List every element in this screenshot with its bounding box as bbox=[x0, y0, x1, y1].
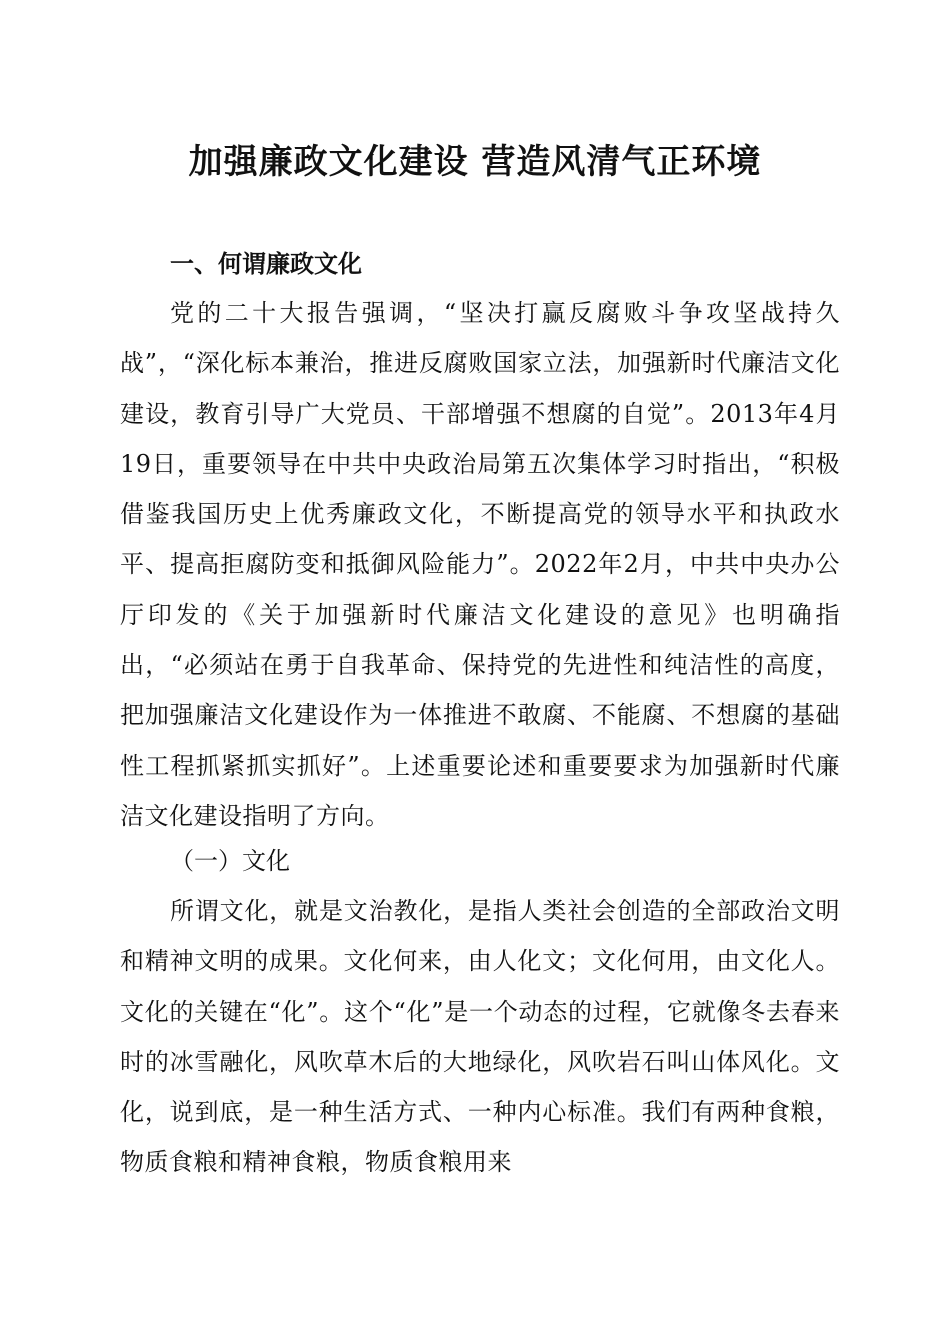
section-heading: 一、何谓廉政文化 bbox=[170, 250, 362, 278]
body-paragraph-1: 党的二十大报告强调，“坚决打赢反腐败斗争攻坚战持久战”，“深化标本兼治，推进反腐败国家立法，加强新时代廉洁文化建设，教育引导广大党员、干部增强不想腐的自觉”。2013年4月19日，重要领导在中共中央政治局第五次集体学习时指出，“积极借鉴我国历史上优秀廉政文化，不断提高党的领导水平和执政水平、提高拒腐防变和抵御风险能力”。2022年2月，中共中央办公厅印发的《关于加强新时代廉洁文化建设的意见》也明确指出，“必须站在勇于自我革命、保持党的先进性和纯洁性的高度，把加强廉洁文化建设作为一体推进不敢腐、不能腐、不想腐的基础性工程抓紧抓实抓好”。上述重要论述和重要要求为加强新时代廉洁文化建设指明了方向。 bbox=[120, 299, 840, 830]
document-title: 加强廉政文化建设 营造风清气正环境 bbox=[188, 142, 762, 182]
body-paragraph-2: 所谓文化，就是文治教化，是指人类社会创造的全部政治文明和精神文明的成果。文化何来，由人化文；文化何用，由文化人。文化的关键在“化”。这个“化”是一个动态的过程，它就像冬去春来时的冰雪融化，风吹草木后的大地绿化，风吹岩石叫山体风化。文化，说到底，是一种生活方式、一种内心标准。我们有两种食粮，物质食粮和精神食粮，物质食粮用来 bbox=[120, 897, 840, 1177]
subsection-heading: （一）文化 bbox=[170, 847, 290, 875]
